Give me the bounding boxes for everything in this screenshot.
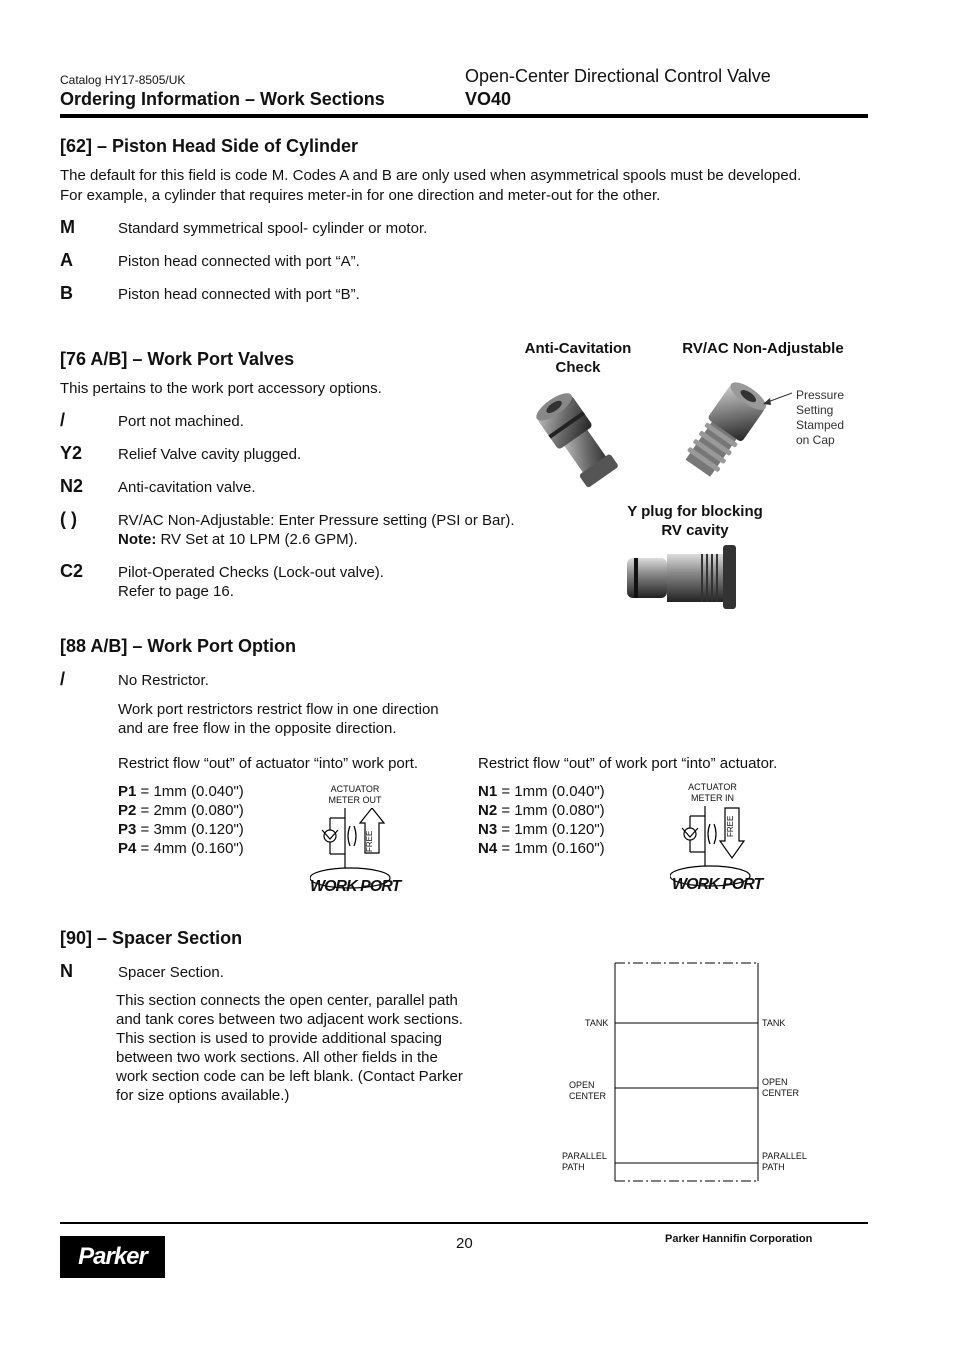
- restrictor-value: = 3mm (0.120"): [136, 821, 244, 838]
- restrictor-value: = 1mm (0.080"): [497, 802, 605, 819]
- note-line: on Cap: [796, 433, 835, 447]
- page-number: 20: [456, 1235, 473, 1252]
- caption-line: Check: [555, 359, 601, 376]
- option-code: B: [60, 283, 73, 303]
- restrictor-item: [118, 801, 244, 820]
- para-line: for size options available.): [116, 1087, 290, 1104]
- label-line: PATH: [562, 1162, 585, 1172]
- restrictor-code: P4: [118, 840, 137, 857]
- section-62-intro-1: The default for this field is code M. Codes A and B are only used when asymmetrical spools must be developed.: [60, 167, 802, 184]
- label-line: PARALLEL: [562, 1151, 607, 1161]
- restrictor-item: [118, 839, 244, 858]
- label-line: PATH: [762, 1162, 785, 1172]
- option-note: [118, 530, 358, 549]
- restrictor-code: P2: [118, 802, 137, 819]
- free-label: [726, 816, 735, 837]
- tank-label-right: TANK: [762, 1018, 786, 1028]
- free-text: FREE: [365, 830, 374, 852]
- meter-in-label: [665, 782, 760, 804]
- restrictor-item: [478, 782, 605, 801]
- free-text: FREE: [726, 815, 735, 837]
- option-desc: Port not machined.: [118, 413, 244, 430]
- yplug-caption: [610, 502, 780, 540]
- diagram-label-line: ACTUATOR: [688, 782, 737, 792]
- rvac-valve-image: [662, 375, 797, 485]
- note-line: Setting: [796, 403, 834, 417]
- para-line: This section is used to provide additional spacing: [116, 1030, 443, 1047]
- diagram-label-line: METER IN: [690, 793, 734, 803]
- note-label: Note:: [118, 531, 157, 548]
- option-desc: Pilot-Operated Checks (Lock-out valve).: [118, 564, 384, 581]
- open-center-label-left: [569, 1080, 606, 1102]
- caption-line: RV cavity: [661, 522, 729, 539]
- option-code: /: [60, 669, 66, 689]
- caption-line: Anti-Cavitation: [524, 340, 632, 357]
- option-code: C2: [60, 561, 84, 581]
- spacer-diagram: [610, 960, 765, 1185]
- diagram-label-line: METER OUT: [328, 795, 382, 805]
- product-title: Open-Center Directional Control Valve: [465, 66, 771, 86]
- option-desc: Piston head connected with port “A”.: [118, 253, 360, 270]
- label-line: OPEN: [762, 1077, 788, 1087]
- option-desc: Spacer Section.: [118, 964, 224, 981]
- restrictor-value: = 1mm (0.120"): [497, 821, 605, 838]
- option-code: ( ): [60, 509, 77, 529]
- parallel-path-label-left: [562, 1151, 607, 1173]
- option-desc: Standard symmetrical spool- cylinder or motor.: [118, 220, 428, 237]
- restrictor-code: N1: [478, 783, 498, 800]
- para-line: This section connects the open center, parallel path: [116, 992, 458, 1009]
- meter-in-title: Restrict flow “out” of work port “into” actuator.: [478, 755, 778, 772]
- parallel-path-label-right: [762, 1151, 807, 1173]
- label-line: OPEN: [569, 1080, 595, 1090]
- work-port-label: WORK PORT: [672, 876, 763, 893]
- tank-label-left: TANK: [585, 1018, 609, 1028]
- free-label: [365, 803, 374, 852]
- company-name: Parker Hannifin Corporation: [665, 1233, 813, 1245]
- section-62-intro-2: For example, a cylinder that requires meter-in for one direction and meter-out for the other.: [60, 187, 661, 204]
- catalog-number: Catalog HY17-8505/UK: [60, 73, 186, 87]
- restrictor-value: = 4mm (0.160"): [136, 840, 244, 857]
- header-rule: [60, 114, 868, 118]
- y-plug-image: [622, 542, 762, 612]
- restrictor-item: [478, 839, 605, 858]
- restrictor-item: [118, 820, 244, 839]
- logo-text: Parker: [78, 1243, 147, 1270]
- restrictor-item: [478, 801, 605, 820]
- para-line: and tank cores between two adjacent work sections.: [116, 1011, 463, 1028]
- footer-rule: [60, 1222, 868, 1224]
- restrictor-code: N4: [478, 840, 498, 857]
- note-line: Pressure: [796, 388, 845, 402]
- product-model: VO40: [465, 89, 512, 109]
- anti-cavitation-check-image: [515, 380, 630, 490]
- section-76-intro: This pertains to the work port accessory options.: [60, 380, 382, 397]
- option-desc: RV/AC Non-Adjustable: Enter Pressure setting (PSI or Bar).: [118, 512, 515, 529]
- option-code: Y2: [60, 443, 83, 463]
- caption-line: Y plug for blocking: [627, 503, 763, 520]
- restrictor-para-2: and are free flow in the opposite direction.: [118, 720, 397, 737]
- page-title: Ordering Information – Work Sections: [60, 89, 385, 109]
- restrictor-value: = 1mm (0.040"): [136, 783, 244, 800]
- para-line: work section code can be left blank. (Contact Parker: [116, 1068, 463, 1085]
- anti-cav-caption: [508, 339, 648, 377]
- option-code: N: [60, 961, 73, 981]
- rvac-caption: RV/AC Non-Adjustable: [682, 340, 844, 357]
- option-code: N2: [60, 476, 84, 496]
- restrictor-para-1: Work port restrictors restrict flow in one direction: [118, 701, 439, 718]
- restrictor-code: P1: [118, 783, 137, 800]
- meter-out-label: [305, 784, 405, 806]
- para-line: between two work sections. All other fields in the: [116, 1049, 438, 1066]
- work-port-label: WORK PORT: [310, 878, 401, 895]
- label-line: PARALLEL: [762, 1151, 807, 1161]
- spacer-para: [116, 991, 463, 1105]
- restrictor-code: P3: [118, 821, 137, 838]
- parker-logo: [60, 1236, 165, 1278]
- restrictor-value: = 1mm (0.160"): [497, 840, 605, 857]
- restrictor-item: [118, 782, 244, 801]
- meter-out-title: Restrict flow “out” of actuator “into” work port.: [118, 755, 419, 772]
- restrictor-item: [478, 820, 605, 839]
- section-62-heading: [62] – Piston Head Side of Cylinder: [60, 136, 359, 156]
- option-code: M: [60, 217, 75, 237]
- pressure-note: [796, 388, 844, 448]
- option-desc: Piston head connected with port “B”.: [118, 286, 360, 303]
- note-text: RV Set at 10 LPM (2.6 GPM).: [156, 531, 358, 548]
- section-90-heading: [90] – Spacer Section: [60, 928, 243, 948]
- label-line: CENTER: [762, 1088, 800, 1098]
- open-center-label-right: [762, 1077, 799, 1099]
- option-desc: No Restrictor.: [118, 672, 209, 689]
- option-desc-2: Refer to page 16.: [118, 583, 234, 600]
- option-desc: Relief Valve cavity plugged.: [118, 446, 302, 463]
- note-line: Stamped: [796, 418, 845, 432]
- label-line: CENTER: [569, 1091, 607, 1101]
- section-88-heading: [88 A/B] – Work Port Option: [60, 636, 297, 656]
- option-code: /: [60, 410, 66, 430]
- option-desc: Anti-cavitation valve.: [118, 479, 256, 496]
- section-76-heading: [76 A/B] – Work Port Valves: [60, 349, 295, 369]
- restrictor-value: = 2mm (0.080"): [136, 802, 244, 819]
- option-code: A: [60, 250, 73, 270]
- diagram-label-line: ACTUATOR: [330, 784, 380, 794]
- restrictor-value: = 1mm (0.040"): [497, 783, 605, 800]
- restrictor-code: N2: [478, 802, 498, 819]
- restrictor-code: N3: [478, 821, 498, 838]
